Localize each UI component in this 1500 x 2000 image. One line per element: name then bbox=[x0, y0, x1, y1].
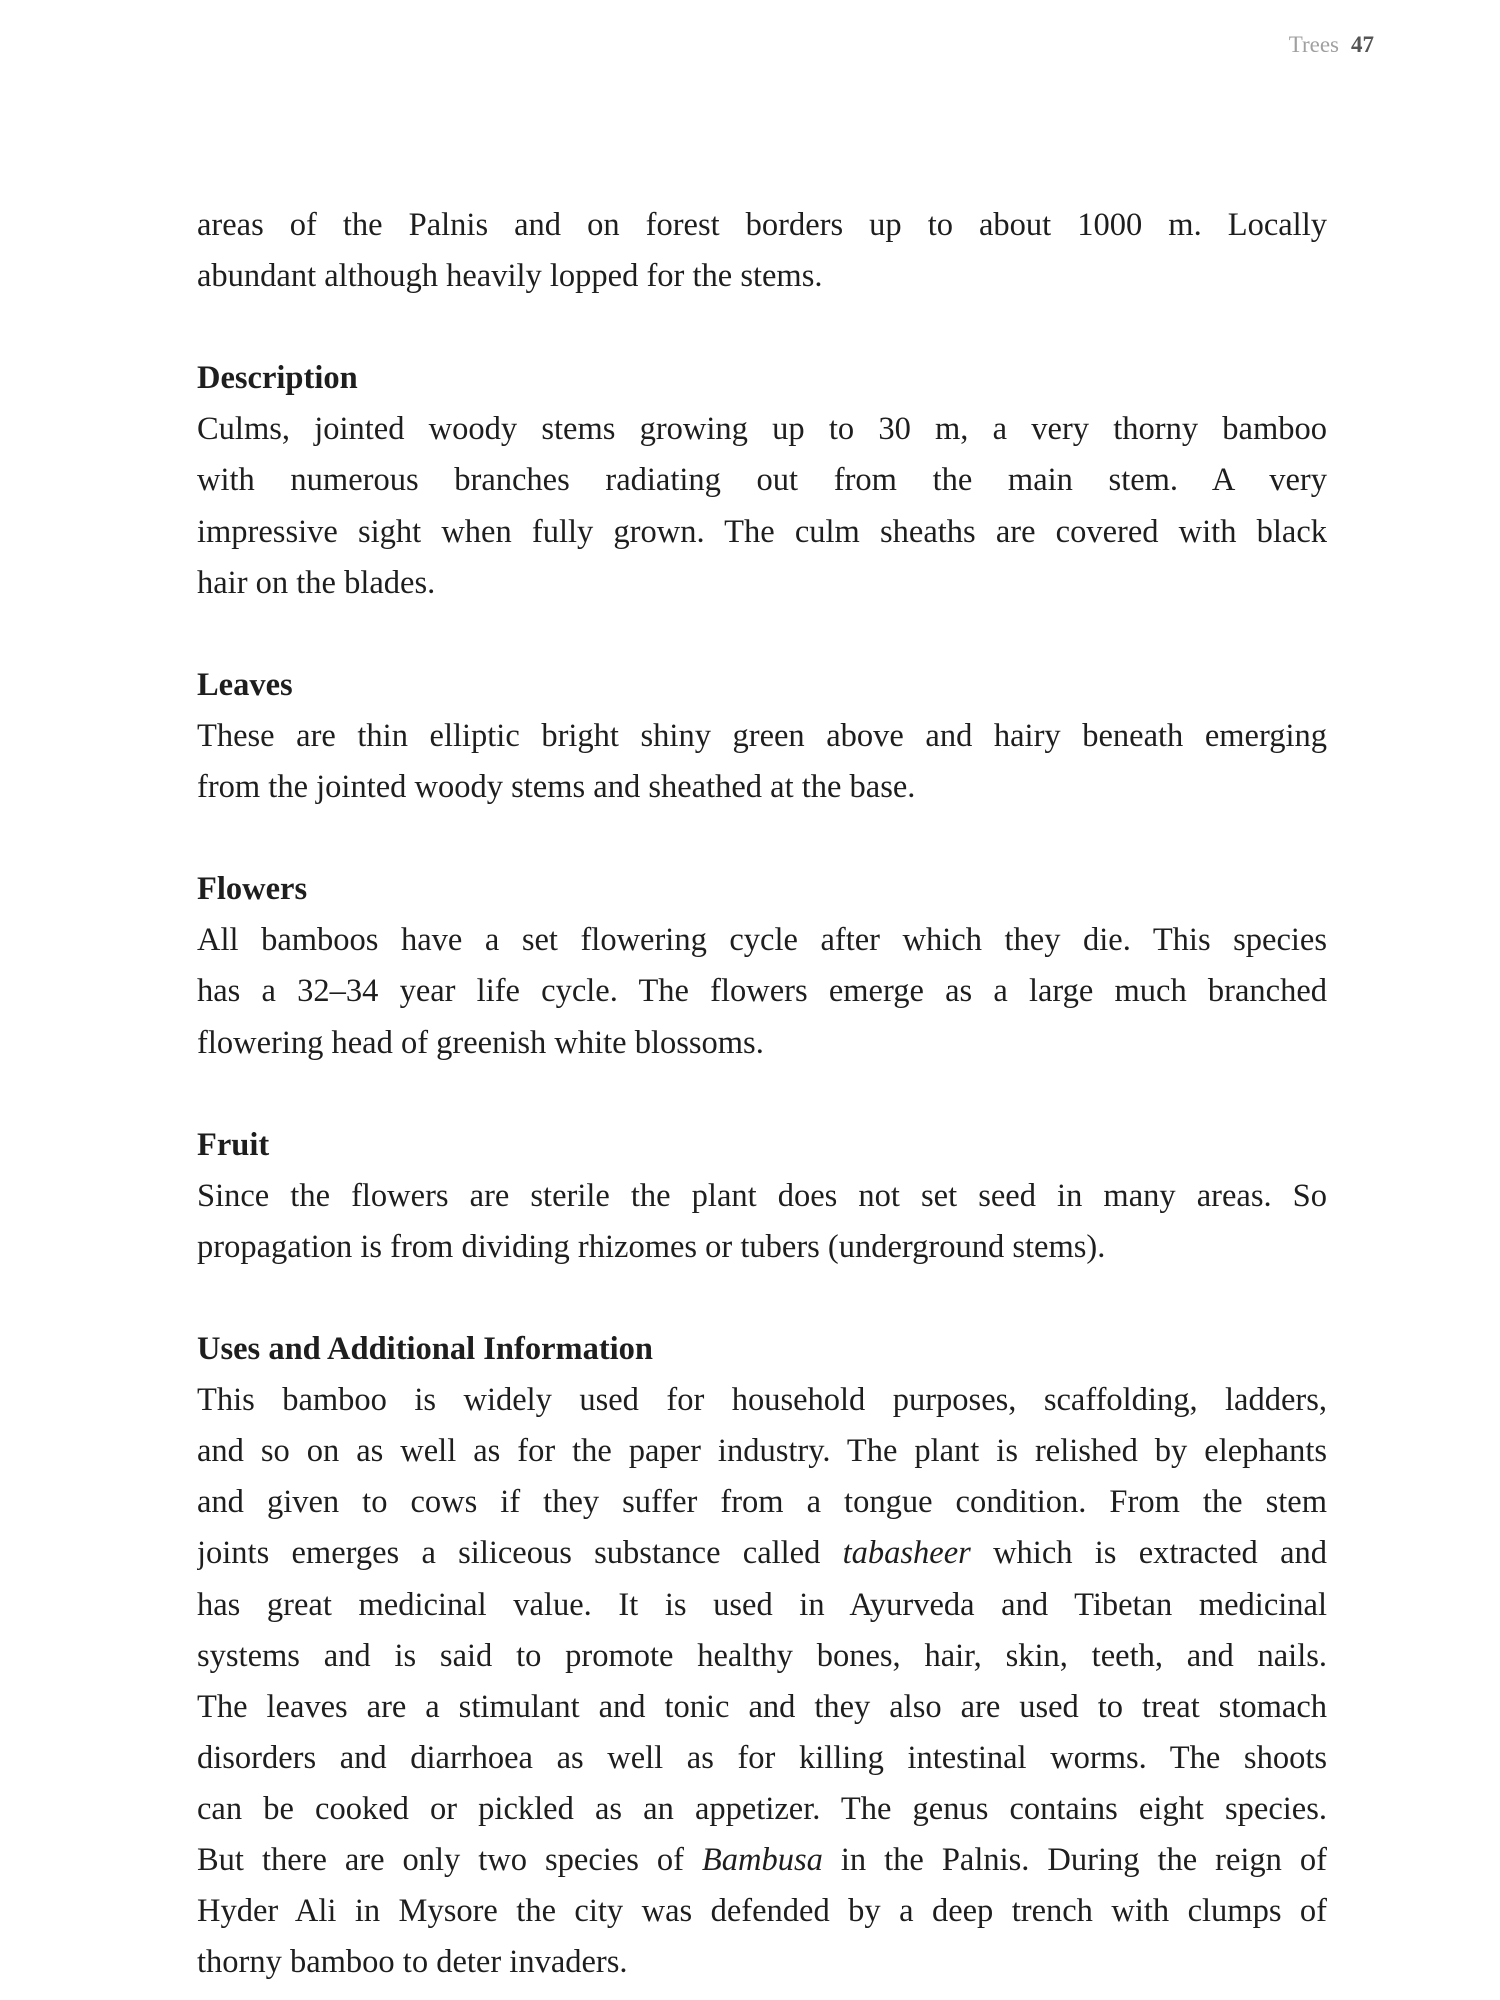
text-run: which is extracted and bbox=[970, 1535, 1327, 1572]
section-leaves bbox=[197, 660, 1327, 813]
text-line bbox=[197, 1631, 1327, 1682]
text-run: from the jointed woody stems and sheathed at the base. bbox=[197, 769, 916, 806]
text-run: with numerous branches radiating out from the main stem. A very bbox=[197, 462, 1327, 499]
section-heading: Fruit bbox=[197, 1126, 270, 1163]
text-run: and so on as well as for the paper industry. The plant is relished by elephants bbox=[197, 1433, 1327, 1470]
text-run: systems and is said to promote healthy bones, hair, skin, teeth, and nails. bbox=[197, 1637, 1327, 1674]
text-run: Since the flowers are sterile the plant does not set seed in many areas. So bbox=[197, 1177, 1327, 1214]
text-line bbox=[197, 1784, 1327, 1835]
text-run: and given to cows if they suffer from a tongue condition. From the stem bbox=[197, 1484, 1327, 1521]
section-heading: Description bbox=[197, 360, 358, 397]
section-fruit bbox=[197, 1120, 1327, 1273]
text-run: has great medicinal value. It is used in Ayurveda and Tibetan medicinal bbox=[197, 1586, 1327, 1623]
text-line bbox=[197, 1018, 1327, 1069]
text-line bbox=[197, 455, 1327, 506]
text-run: joints emerges a siliceous substance called bbox=[197, 1535, 843, 1572]
text-run: flowering head of greenish white blossoms. bbox=[197, 1024, 764, 1061]
italic-term: tabasheer bbox=[842, 1535, 971, 1572]
text-line bbox=[197, 1835, 1327, 1886]
text-line bbox=[197, 251, 1327, 302]
section-paragraph bbox=[197, 404, 1327, 608]
text-line bbox=[197, 915, 1327, 966]
page-number: 47 bbox=[1351, 32, 1374, 57]
text-line bbox=[197, 1580, 1327, 1631]
text-run: can be cooked or pickled as an appetizer. The genus contains eight species. bbox=[197, 1790, 1327, 1827]
text-run: areas of the Palnis and on forest borders up to about 1000 m. Locally bbox=[197, 207, 1327, 243]
text-run: Culms, jointed woody stems growing up to 30 m, a very thorny bamboo bbox=[197, 411, 1327, 448]
text-line bbox=[197, 507, 1327, 558]
text-run: abundant although heavily lopped for the stems. bbox=[197, 258, 823, 295]
text-line bbox=[197, 1682, 1327, 1733]
text-line bbox=[197, 1477, 1327, 1528]
text-run: All bamboos have a set flowering cycle after which they die. This species bbox=[197, 922, 1327, 959]
text-run: But there are only two species of bbox=[197, 1842, 702, 1878]
text-run: impressive sight when fully grown. The culm sheaths are covered with black bbox=[197, 513, 1327, 550]
section-paragraph bbox=[197, 711, 1327, 813]
text-line bbox=[197, 200, 1327, 251]
text-line bbox=[197, 1171, 1327, 1222]
text-line bbox=[197, 404, 1327, 455]
running-head-section: Trees bbox=[1288, 32, 1339, 57]
text-line bbox=[197, 1375, 1327, 1426]
page-body bbox=[197, 200, 1327, 1988]
text-line bbox=[197, 558, 1327, 609]
section-paragraph bbox=[197, 1375, 1327, 1988]
section-heading: Flowers bbox=[197, 871, 308, 908]
text-run: These are thin elliptic bright shiny green above and hairy beneath emerging bbox=[197, 717, 1327, 754]
text-run: disorders and diarrhoea as well as for killing intestinal worms. The shoots bbox=[197, 1739, 1327, 1776]
text-line bbox=[197, 711, 1327, 762]
text-line bbox=[197, 762, 1327, 813]
section-heading: Leaves bbox=[197, 666, 293, 703]
running-head bbox=[1289, 30, 1374, 60]
text-line bbox=[197, 1528, 1327, 1579]
section-uses-and-additional-information bbox=[197, 1324, 1327, 1988]
section-description bbox=[197, 353, 1327, 608]
text-line bbox=[197, 1222, 1327, 1273]
text-line bbox=[197, 1426, 1327, 1477]
intro-paragraph bbox=[197, 200, 1327, 302]
text-run: propagation is from dividing rhizomes or tubers (underground stems). bbox=[197, 1228, 1106, 1265]
section-heading: Uses and Additional Information bbox=[197, 1331, 653, 1368]
italic-term: Bambusa bbox=[701, 1842, 823, 1878]
text-run: The leaves are a stimulant and tonic and they also are used to treat stomach bbox=[197, 1688, 1327, 1725]
text-run: This bamboo is widely used for household purposes, scaffolding, ladders, bbox=[197, 1382, 1327, 1419]
text-run: has a 32–34 year life cycle. The flowers emerge as a large much branched bbox=[197, 973, 1327, 1010]
text-run: Hyder Ali in Mysore the city was defended by a deep trench with clumps of bbox=[197, 1893, 1327, 1930]
text-run: hair on the blades. bbox=[197, 564, 436, 601]
section-paragraph bbox=[197, 915, 1327, 1068]
text-line bbox=[197, 1937, 1327, 1988]
text-line bbox=[197, 966, 1327, 1017]
text-run: thorny bamboo to deter invaders. bbox=[197, 1944, 628, 1981]
text-line bbox=[197, 1886, 1327, 1937]
text-line bbox=[197, 1733, 1327, 1784]
text-run: in the Palnis. During the reign of bbox=[822, 1842, 1327, 1878]
section-paragraph bbox=[197, 1171, 1327, 1273]
section-flowers bbox=[197, 864, 1327, 1068]
